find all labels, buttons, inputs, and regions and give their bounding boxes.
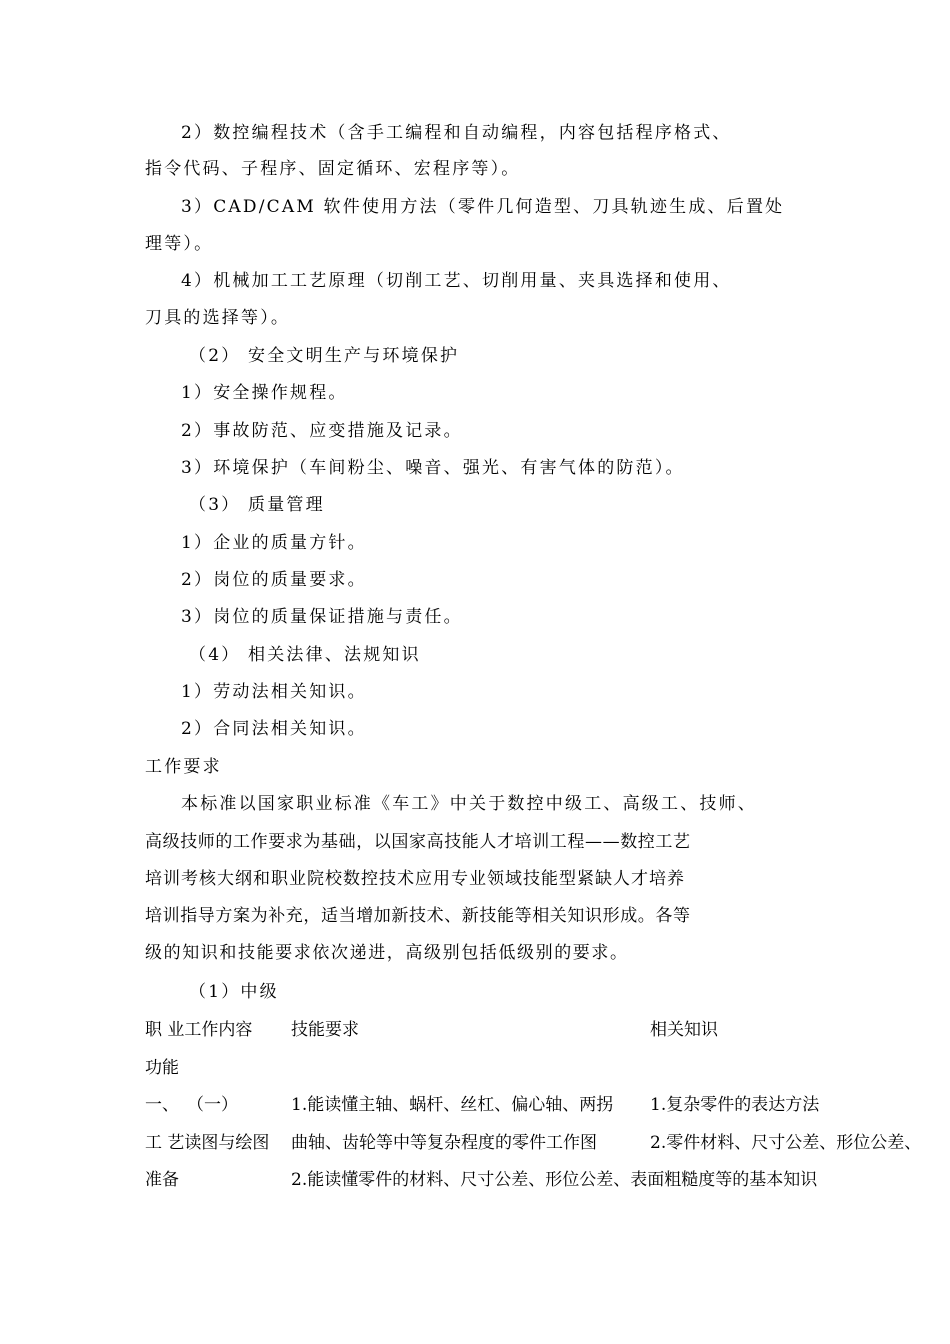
paragraph-line: 4）机械加工工艺原理（切削工艺、切削用量、夹具选择和使用、 xyxy=(181,271,732,291)
table-cell-subcategory: （一） xyxy=(187,1095,238,1115)
table-header-knowledge: 相关知识 xyxy=(650,1020,718,1040)
table-header-skill: 技能要求 xyxy=(291,1020,359,1040)
heading-work-requirements: 工作要求 xyxy=(145,757,222,777)
table-cell-skill: 1.能读懂主轴、蜗杆、丝杠、偏心轴、两拐 xyxy=(291,1095,614,1115)
paragraph-line: 级的知识和技能要求依次递进，高级别包括低级别的要求。 xyxy=(145,943,629,963)
list-item: 3）岗位的质量保证措施与责任。 xyxy=(181,607,463,627)
list-item: 1）安全操作规程。 xyxy=(181,383,348,403)
table-cell-knowledge: 2.零件材料、尺寸公差、形位公差、 xyxy=(650,1133,922,1153)
paragraph-line: 本标准以国家职业标准《车工》中关于数控中级工、高级工、技师、 xyxy=(181,794,757,814)
table-cell-skill: 曲轴、齿轮等中等复杂程度的零件工作图 xyxy=(291,1133,597,1153)
paragraph-line: 3）CAD/CAM 软件使用方法（零件几何造型、刀具轨迹生成、后置处 xyxy=(181,197,785,217)
paragraph-line: 2）数控编程技术（含手工编程和自动编程，内容包括程序格式、 xyxy=(181,123,732,143)
list-item: 2）事故防范、应变措施及记录。 xyxy=(181,421,463,441)
table-cell-category: 准备 xyxy=(145,1170,179,1190)
list-item: 2）合同法相关知识。 xyxy=(181,719,367,739)
paragraph-line: 理等）。 xyxy=(145,234,214,254)
table-cell-skill: 2.能读懂零件的材料、尺寸公差、形位公差、表面粗糙度等的基本知识 xyxy=(291,1170,818,1190)
paragraph-line: 培训指导方案为补充，适当增加新技术、新技能等相关知识形成。各等 xyxy=(145,906,691,926)
list-item: 1）劳动法相关知识。 xyxy=(181,682,367,702)
section-heading: （4） 相关法律、法规知识 xyxy=(189,645,421,665)
paragraph-line: 高级技师的工作要求为基础，以国家高技能人才培训工程——数控工艺 xyxy=(145,832,691,852)
list-item: 1）企业的质量方针。 xyxy=(181,533,367,553)
table-header-function: 职 业工作内容 xyxy=(145,1020,253,1040)
section-heading: （2） 安全文明生产与环境保护 xyxy=(189,346,460,366)
table-cell-knowledge: 1.复杂零件的表达方法 xyxy=(650,1095,820,1115)
list-item: 2）岗位的质量要求。 xyxy=(181,570,367,590)
paragraph-line: 培训考核大纲和职业院校数控技术应用专业领域技能型紧缺人才培养 xyxy=(145,869,685,889)
level-heading: （1）中级 xyxy=(189,982,279,1002)
paragraph-line: 刀具的选择等）。 xyxy=(145,308,291,328)
table-header-function-line2: 功能 xyxy=(145,1058,179,1078)
table-cell-category: 一、 xyxy=(145,1095,179,1115)
table-cell-category: 工 艺读图与绘图 xyxy=(145,1133,270,1153)
paragraph-line: 指令代码、子程序、固定循环、宏程序等）。 xyxy=(145,159,521,179)
section-heading: （3） 质量管理 xyxy=(189,495,325,515)
list-item: 3）环境保护（车间粉尘、噪音、强光、有害气体的防范）。 xyxy=(181,458,685,478)
